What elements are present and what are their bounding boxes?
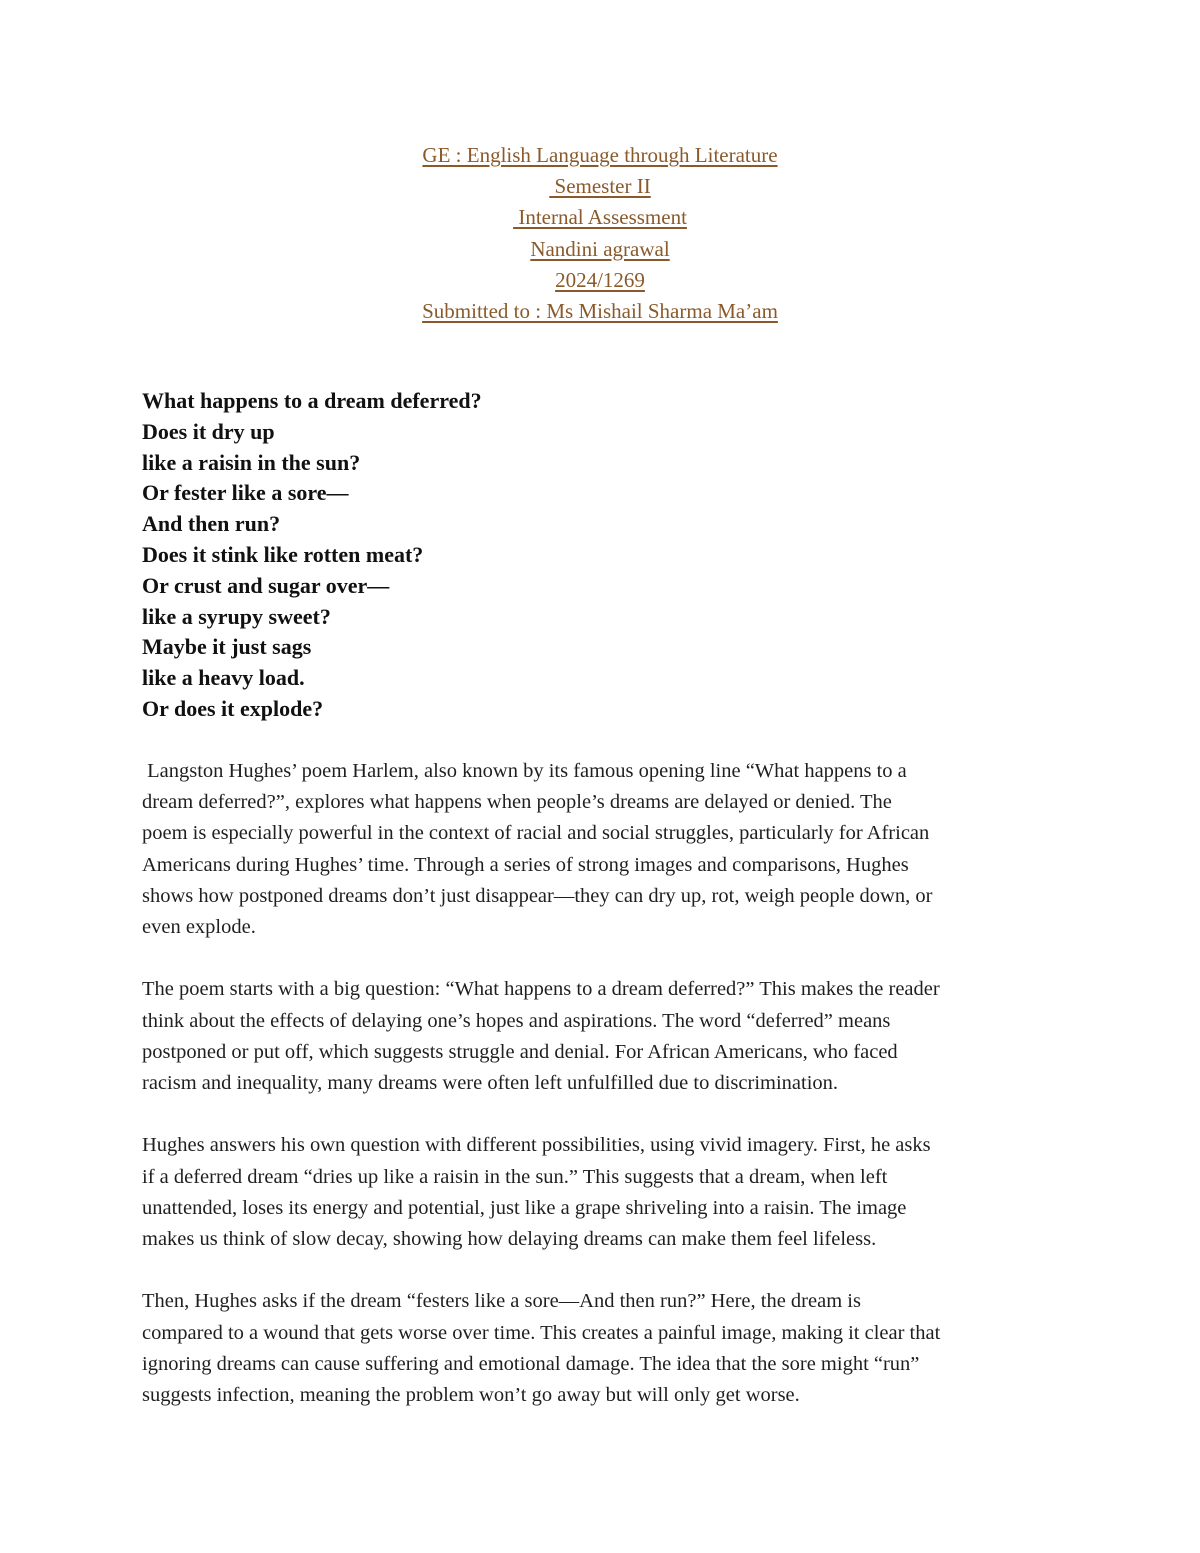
paragraph-line: even explode. (142, 916, 256, 939)
paragraph-line: suggests infection, meaning the problem won’t go away but will only get worse. (142, 1384, 800, 1407)
paragraph-line: ignoring dreams can cause suffering and emotional damage. The idea that the sore might “run” (142, 1352, 920, 1375)
poem-line: Or fester like a sore— (142, 480, 349, 506)
poem-line: like a raisin in the sun? (142, 449, 361, 475)
poem-line: Does it stink like rotten meat? (142, 541, 424, 567)
paragraph-line: shows how postponed dreams don’t just disappear—they can dry up, rot, weigh people down, or (142, 884, 933, 907)
paragraph-raisin (142, 1130, 1072, 1255)
submitted-to-line: Submitted to : Ms Mishail Sharma Ma’am (422, 299, 778, 324)
course-title: GE : English Language through Literature (422, 143, 778, 167)
paragraph-line: The poem starts with a big question: “What happens to a dream deferred?” This makes the reader (142, 978, 940, 1001)
roll-number: 2024/1269 (555, 267, 645, 292)
paragraph-line: if a deferred dream “dries up like a raisin in the sun.” This suggests that a dream, when left (142, 1165, 888, 1188)
poem-line: Maybe it just sags (142, 634, 312, 660)
paragraph-line: Hughes answers his own question with different possibilities, using vivid imagery. First, he asks (142, 1134, 931, 1157)
paragraph-line: think about the effects of delaying one’s hopes and aspirations. The word “deferred” means (142, 1009, 891, 1032)
paragraph-line: compared to a wound that gets worse over time. This creates a painful image, making it clear that (142, 1321, 941, 1344)
paragraph-line: postponed or put off, which suggests struggle and denial. For African Americans, who faced (142, 1040, 898, 1063)
poem-line: What happens to a dream deferred? (142, 388, 482, 413)
student-name: Nandini agrawal (530, 236, 670, 261)
poem-line: like a heavy load. (142, 665, 305, 691)
paragraph-question (142, 974, 1072, 1099)
poem-line: And then run? (142, 511, 281, 537)
poem-line: Or does it explode? (142, 695, 324, 721)
essay-body (142, 756, 1072, 1442)
semester-line: Semester II (549, 174, 651, 199)
poem-block (142, 386, 1042, 725)
paragraph-line: racism and inequality, many dreams were often left unfulfilled due to discrimination. (142, 1072, 839, 1095)
paragraph-line: Then, Hughes asks if the dream “festers like a sore—And then run?” Here, the dream is (142, 1290, 861, 1313)
poem-line: Does it dry up (142, 418, 275, 444)
paragraph-line: dream deferred?”, explores what happens when people’s dreams are delayed or denied. The (142, 791, 892, 814)
title-block (0, 140, 1200, 327)
paragraph-introduction (142, 756, 1072, 943)
paragraph-line: makes us think of slow decay, showing how delaying dreams can make them feel lifeless. (142, 1228, 877, 1251)
paragraph-line: poem is especially powerful in the context of racial and social struggles, particularly for African (142, 822, 930, 845)
poem-line: Or crust and sugar over— (142, 572, 390, 598)
paragraph-line: unattended, loses its energy and potential, just like a grape shriveling into a raisin. The image (142, 1196, 907, 1219)
paragraph-line: Langston Hughes’ poem Harlem, also known by its famous opening line “What happens to a (142, 760, 907, 782)
assessment-line: Internal Assessment (513, 205, 687, 230)
paragraph-sore (142, 1286, 1072, 1411)
poem-line: like a syrupy sweet? (142, 603, 331, 629)
paragraph-line: Americans during Hughes’ time. Through a series of strong images and comparisons, Hughes (142, 853, 909, 876)
